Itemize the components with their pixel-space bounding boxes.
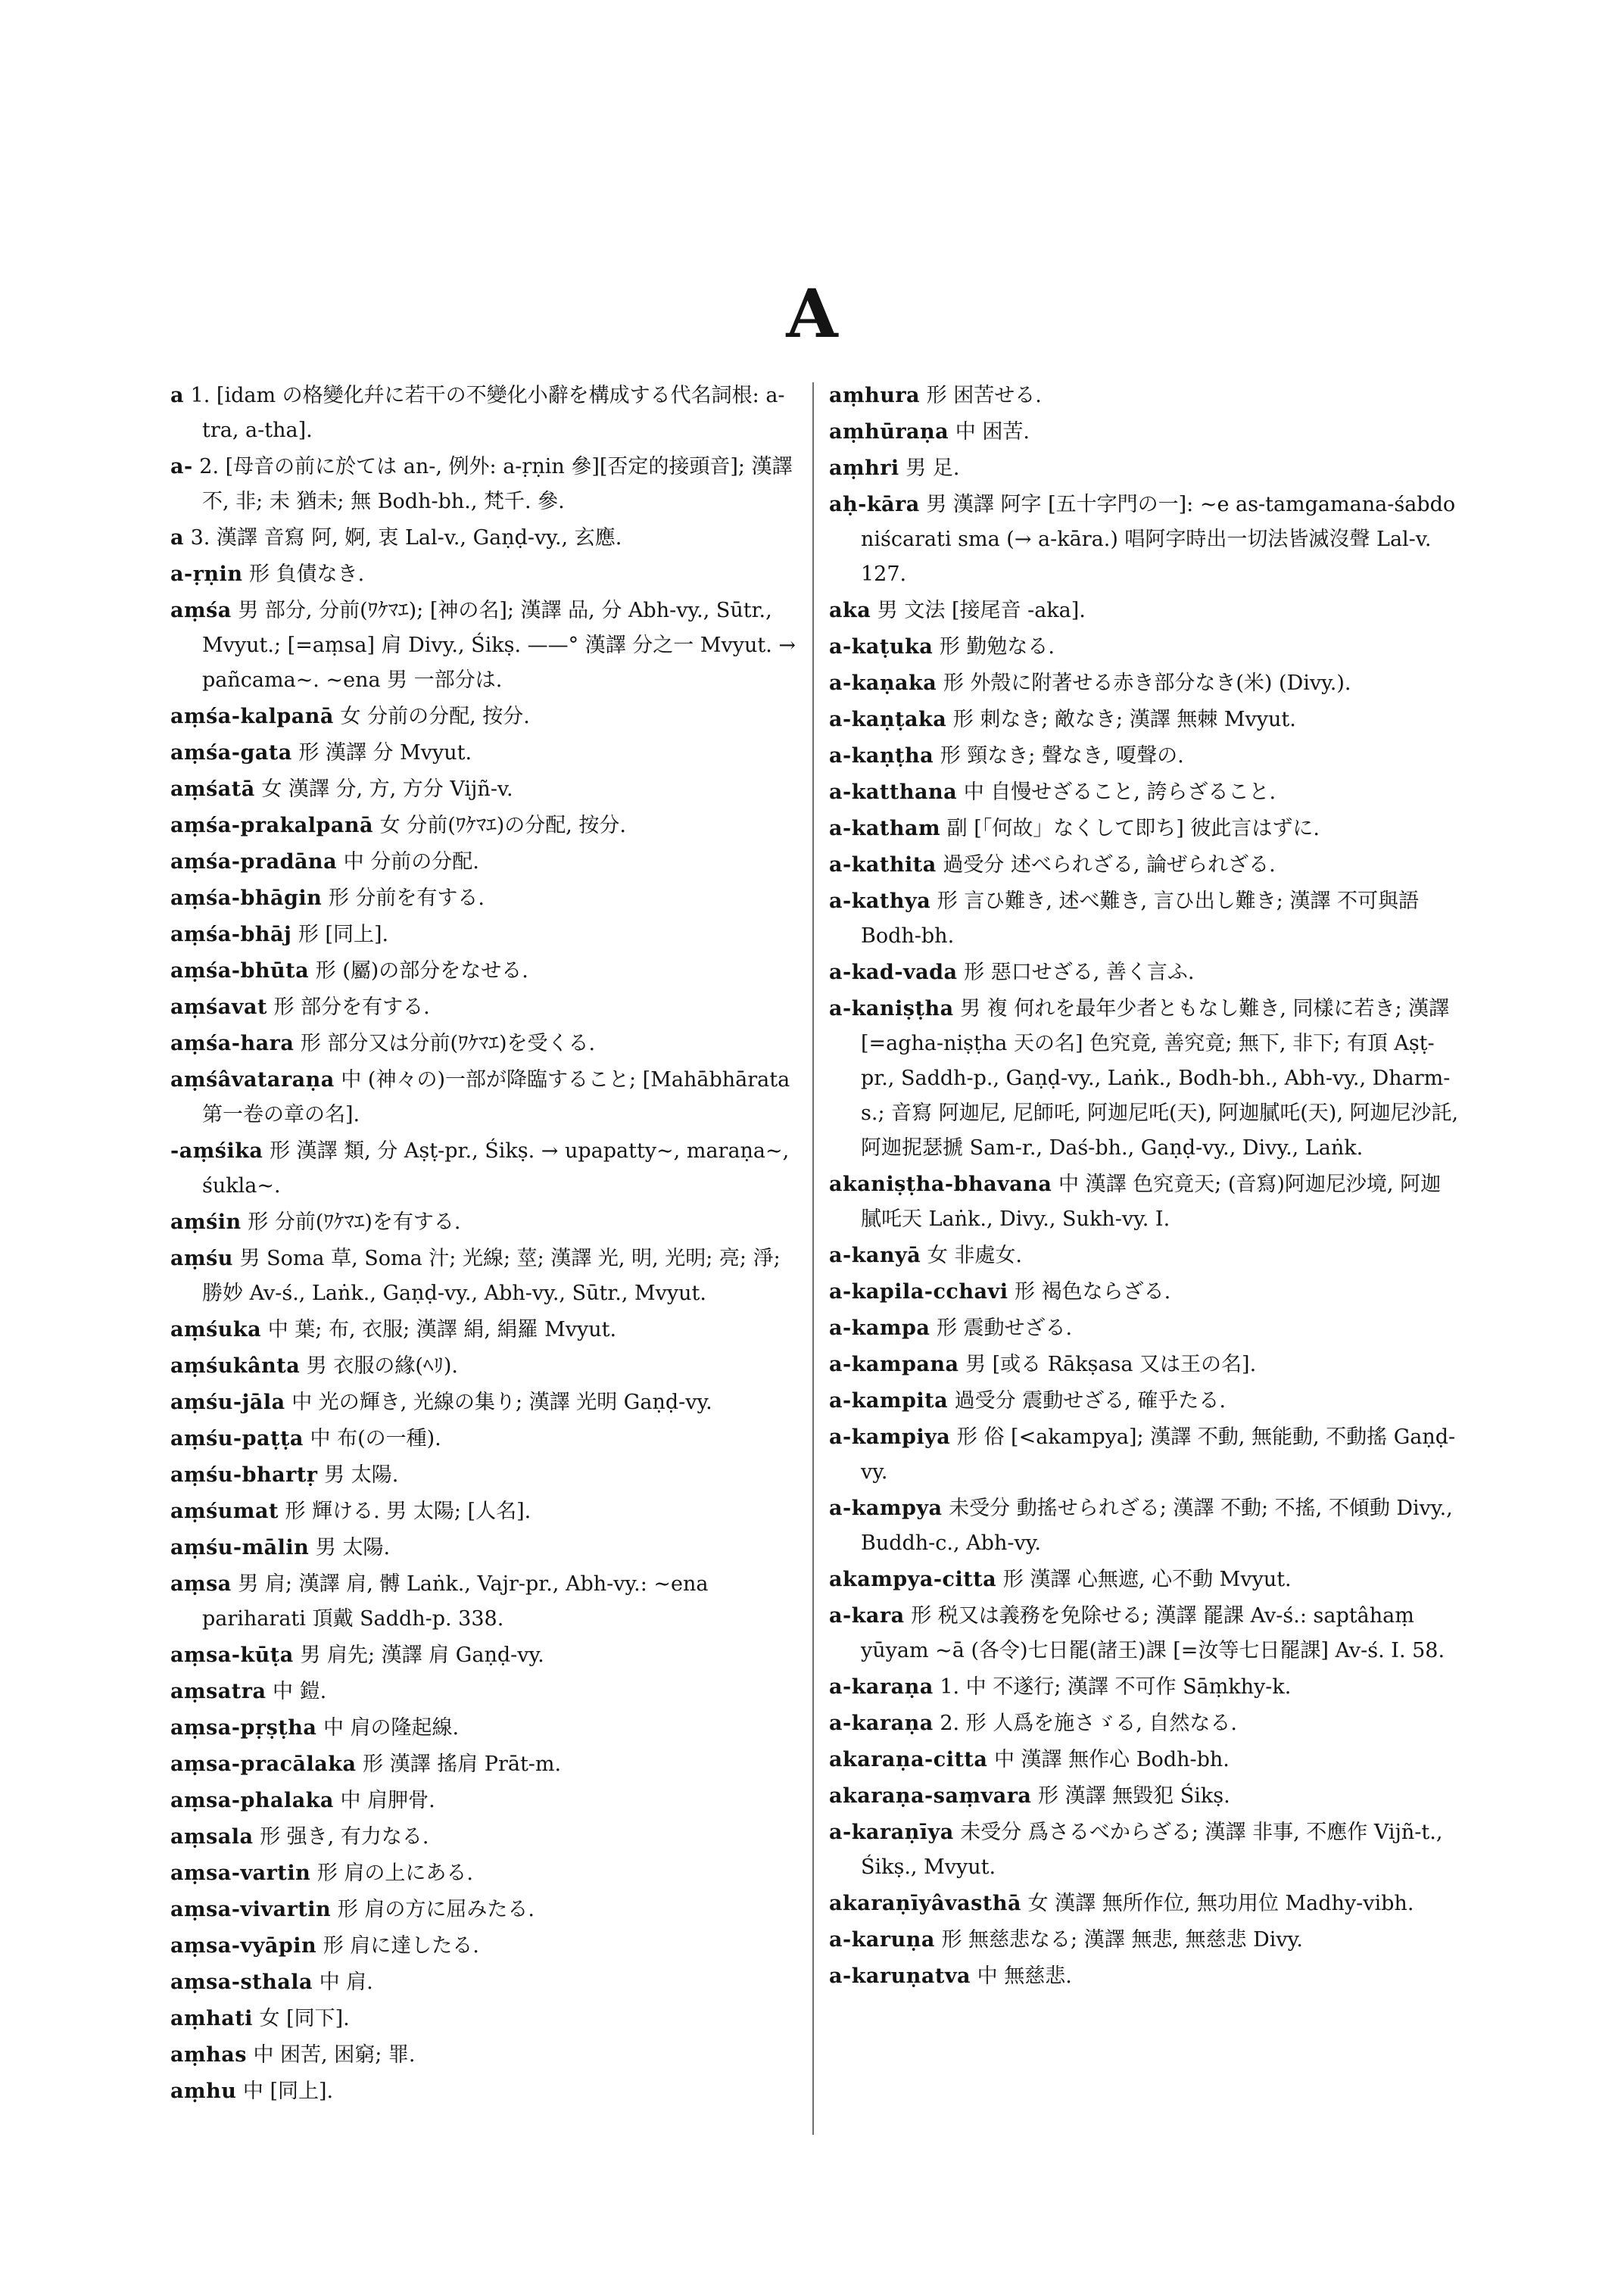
dictionary-entry (829, 884, 1461, 954)
headword: aṃśa-bhāj (170, 923, 292, 946)
definition: 中 漢譯 色究竟天; (音寫)阿迦尼沙境, 阿迦膩吒天 Laṅk., Divy., Sukh-vy. I. (861, 1173, 1442, 1231)
headword: akaraṇa-saṃvara (829, 1784, 1032, 1808)
headword: a-kara (829, 1604, 905, 1628)
definition: 3. 漢譯 音寫 阿, 婀, 衷 Lal-v., Gaṇḍ-vy., 玄應. (184, 526, 622, 550)
column-divider (812, 382, 814, 2135)
definition: 男 部分, 分前(ﾜｹﾏｴ); [神の名]; 漢譯 品, 分 Abh-vy., Sūtr., Mvyut.; [=aṃsa] 肩 Divy., Śikṣ. ——° 漢譯 分之一 Mvyut. → pañcama∼. ∼ena 男 一部分は. (202, 599, 796, 692)
definition: 形 惡口せざる, 善く言ふ. (957, 961, 1195, 984)
dictionary-entry (829, 812, 1461, 846)
definition: 形 部分を有する. (267, 995, 430, 1019)
right-column (829, 379, 1461, 1995)
definition: 形 外殼に附著せる赤き部分なき(米) (Divy.). (937, 671, 1351, 695)
headword: aṃśukânta (170, 1354, 301, 1378)
definition: 形 負債なき. (242, 562, 365, 586)
headword: a- (170, 455, 193, 478)
headword: aṃśa (170, 599, 232, 622)
dictionary-entry (829, 703, 1461, 737)
headword: aṃsa-phalaka (170, 1789, 334, 1812)
definition: 形 輝ける. 男 太陽; [人名]. (278, 1500, 531, 1523)
headword: a-kaṇaka (829, 671, 937, 695)
dictionary-entry (829, 1562, 1461, 1597)
dictionary-entry (829, 1238, 1461, 1273)
headword: a-kathya (829, 889, 931, 913)
headword: aṃhas (170, 2043, 247, 2067)
dictionary-entry (170, 736, 803, 771)
dictionary-entry (170, 808, 803, 843)
headword: aṃhri (829, 456, 899, 480)
dictionary-entry (170, 1784, 803, 1818)
definition: 形 刺なき; 敵なき; 漢譯 無棘 Mvyut. (946, 708, 1296, 731)
dictionary-entry (829, 1384, 1461, 1419)
definition: 中 肩. (313, 1971, 373, 1994)
dictionary-entry (829, 1779, 1461, 1814)
dictionary-entry (170, 1675, 803, 1709)
dictionary-entry (829, 1275, 1461, 1310)
dictionary-entry (170, 1567, 803, 1637)
definition: 中 困苦. (949, 420, 1030, 444)
definition: 中 肩胛骨. (333, 1789, 435, 1812)
definition: 女 漢譯 無所作位, 無功用位 Madhy-vibh. (1021, 1892, 1414, 1915)
dictionary-entry (170, 845, 803, 880)
dictionary-entry (829, 1167, 1461, 1237)
dictionary-entry (829, 1670, 1461, 1705)
dictionary-entry (170, 881, 803, 916)
definition: 未受分 爲さるべからざる; 漢譯 非事, 不應作 Vijñ-t., Śikṣ., Mvyut. (861, 1821, 1443, 1879)
headword: aṃsa-kūṭa (170, 1643, 294, 1667)
headword: aṃsa-vyāpin (170, 1934, 317, 1958)
headword: aṃśa-kalpanā (170, 705, 334, 728)
definition: 中 鎧. (266, 1680, 327, 1703)
dictionary-entry (829, 379, 1461, 413)
definition: 中 (神々の)一部が降臨すること; [Mahābhārata 第一卷の章の名]. (202, 1068, 790, 1126)
definition: 女 漢譯 分, 方, 方分 Vijñ-v. (254, 777, 513, 801)
headword: aṃśuka (170, 1318, 262, 1341)
definition: 中 分前の分配. (337, 850, 479, 874)
dictionary-entry (170, 1531, 803, 1566)
headword: a-kapila-cchavi (829, 1280, 1008, 1304)
definition: 中 光の輝き, 光線の集り; 漢譯 光明 Gaṇḍ-vy. (285, 1391, 712, 1414)
dictionary-entry (170, 521, 803, 556)
definition: 形 分前を有する. (322, 886, 485, 910)
dictionary-entry (170, 918, 803, 952)
headword: aṃsa-pracālaka (170, 1752, 357, 1776)
definition: 形 肩に達したる. (316, 1934, 479, 1958)
definition: 形 分前(ﾜｹﾏｴ)を有する. (241, 1210, 461, 1234)
headword: aṃśu-jāla (170, 1391, 285, 1414)
definition: 形 勤勉なる. (933, 635, 1055, 659)
headword: aṃśavat (170, 995, 267, 1019)
headword: a-karaṇa (829, 1712, 934, 1735)
dictionary-entry (170, 1134, 803, 1204)
dictionary-entry (170, 379, 803, 448)
dictionary-entry (170, 772, 803, 807)
dictionary-entry (170, 1711, 803, 1746)
dictionary-entry (829, 1311, 1461, 1346)
dictionary-entry (170, 1929, 803, 1964)
dictionary-entry (829, 1959, 1461, 1994)
definition: 形 褐色ならざる. (1008, 1280, 1171, 1304)
dictionary-entry (829, 1886, 1461, 1921)
headword: akampya-citta (829, 1568, 997, 1591)
headword: a-kaniṣṭha (829, 997, 954, 1020)
definition: 形 税又は義務を免除せる; 漢譯 罷課 Av-ś.: saptâhaṃ yūyam ∼ā (各令)七日罷(諸王)課 [=汝等七日罷課] Av-ś. I. 58. (861, 1604, 1445, 1662)
headword: aṃśu (170, 1247, 233, 1270)
headword: akaraṇa-citta (829, 1748, 988, 1771)
definition: 1. 中 不遂行; 漢譯 不可作 Sāṃkhy-k. (933, 1675, 1292, 1699)
headword: akaniṣṭha-bhavana (829, 1173, 1052, 1196)
dictionary-entry (170, 594, 803, 698)
definition: 過受分 述べられざる, 論ぜられざる. (936, 853, 1276, 877)
definition: 形 (屬)の部分をなせる. (309, 959, 528, 983)
dictionary-entry (829, 594, 1461, 628)
headword: a-ṛṇin (170, 562, 243, 586)
headword: -aṃśika (170, 1139, 263, 1163)
definition: 形 肩の方に屈みたる. (331, 1898, 535, 1921)
dictionary-entry (170, 2002, 803, 2036)
definition: 男 文法 [接尾音 -aka]. (871, 599, 1086, 622)
headword: aṃśa-prakalpanā (170, 814, 374, 837)
headword: akaraṇīyâvasthā (829, 1892, 1021, 1915)
headword: aṃśumat (170, 1500, 279, 1523)
left-column (170, 379, 803, 2111)
headword: aṃhu (170, 2080, 237, 2103)
headword: a-karaṇīya (829, 1821, 954, 1844)
definition: 2. [母音の前に於ては an-, 例外: a-ṛṇin 參][否定的接頭音]; 漢譯 不, 非; 未 猶未; 無 Bodh-bh., 梵千. 參. (192, 455, 793, 513)
definition: 男 [或る Rākṣasa 又は王の名]. (959, 1353, 1257, 1376)
definition: 男 複 何れを最年少者ともなし難き, 同樣に若き; 漢譯 [=agha-niṣṭha 天の名] 色究竟, 善究竟; 無下, 非下; 有頂 Aṣṭ-pr., Saddh-p., Gaṇḍ-vy., Laṅk., Bodh-bh., Abh-vy., Dharm-s.; 音寫 阿迦尼, 尼師吒, 阿迦尼吒(天), 阿迦膩吒(天), 阿迦尼沙託, 阿迦抳瑟搋 Sam-r., Daś-bh., Gaṇḍ-vy., Divy., Laṅk. (861, 997, 1459, 1160)
definition: 中 漢譯 無作心 Bodh-bh. (987, 1748, 1230, 1771)
dictionary-entry (170, 1063, 803, 1132)
headword: aṃśa-gata (170, 741, 292, 765)
definition: 形 漢譯 分 Mvyut. (291, 741, 472, 765)
headword: aṃśa-bhāgin (170, 886, 323, 910)
headword: aṃhura (829, 384, 921, 407)
definition: 形 頸なき; 聲なき, 嗄聲の. (934, 744, 1184, 768)
dictionary-entry (170, 1458, 803, 1493)
dictionary-entry (829, 848, 1461, 883)
headword: aṃhūraṇa (829, 420, 949, 444)
dictionary-entry (829, 775, 1461, 810)
headword: aṃsa-sthala (170, 1971, 313, 1994)
headword: a-kaṇṭha (829, 744, 934, 768)
headword: a-kanyā (829, 1244, 921, 1267)
definition: 男 衣服の緣(ﾍﾘ). (300, 1354, 459, 1378)
definition: 女 分前(ﾜｹﾏｴ)の分配, 按分. (373, 814, 627, 837)
definition: 女 非處女. (921, 1244, 1022, 1267)
headword: aṃśin (170, 1210, 242, 1234)
definition: 副 [「何故」なくして即ち] 彼此言はずに. (940, 817, 1320, 840)
headword: aṃśu-paṭṭa (170, 1427, 304, 1450)
definition: 形 困苦せる. (920, 384, 1042, 407)
definition: 女 分前の分配, 按分. (333, 705, 530, 728)
dictionary-entry (170, 1205, 803, 1240)
definition: 形 漢譯 搖肩 Prāt-m. (356, 1752, 562, 1776)
definition: 男 足. (899, 456, 960, 480)
dictionary-entry (170, 1422, 803, 1456)
dictionary-entry (170, 1027, 803, 1061)
dictionary-entry (170, 990, 803, 1025)
definition: 形 漢譯 心無遮, 心不動 Mvyut. (996, 1568, 1292, 1591)
dictionary-entry (170, 1385, 803, 1420)
headword: aḥ-kāra (829, 493, 920, 516)
dictionary-entry (829, 992, 1461, 1166)
definition: 中 [同上]. (236, 2080, 334, 2103)
dictionary-entry (829, 1491, 1461, 1561)
dictionary-entry (170, 699, 803, 734)
headword: a-kad-vada (829, 961, 958, 984)
dictionary-entry (170, 1638, 803, 1673)
dictionary-entry (829, 955, 1461, 990)
headword: a-karuṇa (829, 1928, 935, 1952)
definition: 男 太陽. (317, 1463, 399, 1487)
headword: aṃśu-bhartṛ (170, 1463, 318, 1487)
headword: aṃhati (170, 2007, 253, 2030)
definition: 未受分 動搖せられざる; 漢譯 不動; 不搖, 不傾動 Divy., Buddh-c., Abh-vy. (861, 1497, 1453, 1555)
headword: aṃsala (170, 1825, 254, 1849)
definition: 男 肩先; 漢譯 肩 Gaṇḍ-vy. (293, 1643, 544, 1667)
dictionary-entry (829, 1923, 1461, 1958)
dictionary-entry (170, 1349, 803, 1384)
dictionary-entry (829, 1706, 1461, 1741)
headword: a-kaṇṭaka (829, 708, 947, 731)
headword: a-kampa (829, 1316, 930, 1340)
headword: aṃśâvataraṇa (170, 1068, 335, 1092)
definition: 形 [同上]. (291, 923, 389, 946)
headword: a-kampita (829, 1389, 949, 1413)
dictionary-entry (829, 1743, 1461, 1777)
dictionary-entry (829, 1420, 1461, 1490)
headword: a (170, 526, 184, 550)
dictionary-entry (170, 1893, 803, 1927)
dictionary-entry (829, 1815, 1461, 1885)
definition: 形 部分又は分前(ﾜｹﾏｴ)を受くる. (294, 1032, 596, 1055)
headword: a-karaṇa (829, 1675, 934, 1699)
dictionary-entry (829, 739, 1461, 774)
dictionary-entry (829, 630, 1461, 665)
definition: 男 肩; 漢譯 肩, 髆 Laṅk., Vajr-pr., Abh-vy.: ∼ena pariharati 頂戴 Saddh-p. 338. (202, 1572, 709, 1631)
definition: 中 自慢せざること, 誇らざること. (957, 780, 1276, 804)
headword: aṃśa-pradāna (170, 850, 338, 874)
headword: aṃśa-hara (170, 1032, 295, 1055)
headword: a (170, 384, 184, 407)
definition: 形 言ひ難き, 述べ難き, 言ひ出し難き; 漢譯 不可與語 Bodh-bh. (861, 889, 1419, 948)
dictionary-entry (170, 954, 803, 989)
headword: a-kampya (829, 1497, 943, 1520)
dictionary-entry (829, 488, 1461, 592)
headword: aṃsa-vivartin (170, 1898, 332, 1921)
headword: a-katthana (829, 780, 958, 804)
definition: 男 Soma 草, Soma 汁; 光線; 莖; 漢譯 光, 明, 光明; 亮; 淨; 勝妙 Av-ś., Laṅk., Gaṇḍ-vy., Abh-vy., Sūtr., Mvyut. (202, 1247, 781, 1305)
definition: 1. [idam の格變化幷に若干の不變化小辭を構成する代名詞根: a-tra, a-tha]. (184, 384, 785, 442)
headword: aṃśa-bhūta (170, 959, 310, 983)
dictionary-entry (829, 451, 1461, 486)
headword: a-kaṭuka (829, 635, 934, 659)
headword: aṃśatā (170, 777, 255, 801)
headword: a-kampana (829, 1353, 959, 1376)
headword: a-katham (829, 817, 941, 840)
definition: 2. 形 人爲を施さゞる, 自然なる. (933, 1712, 1238, 1735)
definition: 男 漢譯 阿字 [五十字門の一]: ∼e as-tamgamana-śabdo niścarati sma (→ a-kāra.) 唱阿字時出一切法皆滅沒聲 Lal-v. 127. (861, 493, 1456, 586)
dictionary-entry (170, 1313, 803, 1347)
definition: 形 强き, 有力なる. (253, 1825, 429, 1849)
definition: 形 俗 [<akampya]; 漢譯 不動, 無能動, 不動搖 Gaṇḍ-vy. (861, 1425, 1456, 1484)
dictionary-entry (829, 1599, 1461, 1668)
dictionary-entry (170, 1856, 803, 1891)
definition: 形 漢譯 類, 分 Aṣṭ-pr., Śikṣ. → upapatty∼, maraṇa∼, śukla∼. (202, 1139, 790, 1198)
dictionary-entry (170, 1965, 803, 2000)
definition: 形 漢譯 無毀犯 Śikṣ. (1031, 1784, 1230, 1808)
definition: 形 震動せざる. (930, 1316, 1073, 1340)
definition: 女 [同下]. (252, 2007, 350, 2030)
headword: aṃsa-vartin (170, 1862, 311, 1885)
dictionary-entry (170, 1820, 803, 1855)
definition: 中 布(の一種). (303, 1427, 441, 1450)
headword: aṃsa-pṛṣṭha (170, 1716, 317, 1740)
dictionary-entry (829, 666, 1461, 701)
dictionary-entry (170, 1242, 803, 1311)
dictionary-entry (170, 2038, 803, 2073)
dictionary-entry (170, 1494, 803, 1529)
dictionary-entry (829, 1347, 1461, 1382)
definition: 形 無慈悲なる; 漢譯 無悲, 無慈悲 Divy. (934, 1928, 1303, 1952)
dictionary-entry (170, 2074, 803, 2109)
headword: aṃśu-mālin (170, 1536, 310, 1559)
headword: a-kampiya (829, 1425, 951, 1449)
headword: aṃsa (170, 1572, 232, 1596)
dictionary-entry (170, 450, 803, 519)
definition: 中 肩の隆起線. (316, 1716, 460, 1740)
headword: aṃsatra (170, 1680, 267, 1703)
definition: 過受分 震動せざる, 確乎たる. (948, 1389, 1226, 1413)
dictionary-entry (829, 415, 1461, 450)
definition: 形 肩の上にある. (310, 1862, 473, 1885)
definition: 中 葉; 布, 衣服; 漢譯 絹, 絹羅 Mvyut. (261, 1318, 617, 1341)
dictionary-entry (170, 557, 803, 592)
headword: a-karuṇatva (829, 1964, 971, 1988)
section-letter: A (786, 274, 838, 353)
headword: a-kathita (829, 853, 937, 877)
headword: aka (829, 599, 871, 622)
definition: 中 困苦, 困窮; 罪. (246, 2043, 416, 2067)
definition: 中 無慈悲. (971, 1964, 1072, 1988)
dictionary-entry (170, 1747, 803, 1782)
definition: 男 太陽. (309, 1536, 391, 1559)
